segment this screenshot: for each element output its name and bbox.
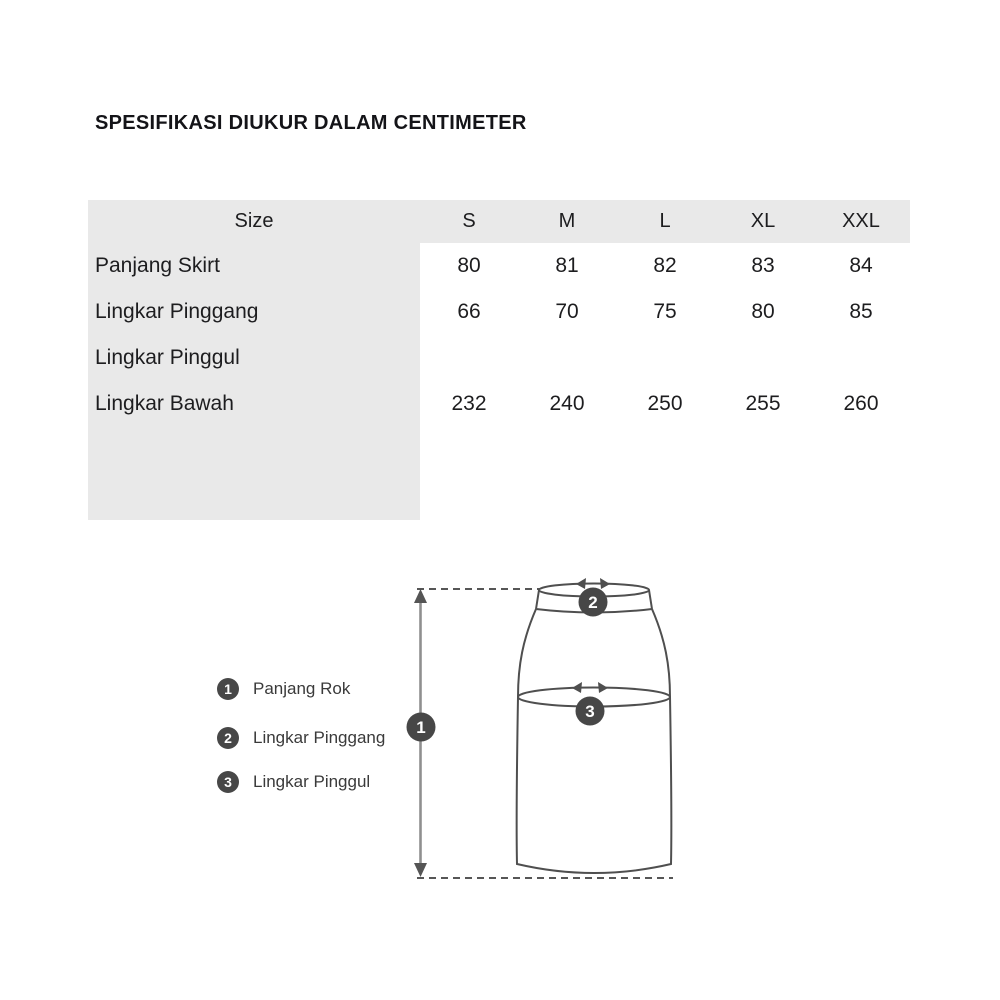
cell-value: 232 xyxy=(420,381,518,427)
page-title: SPESIFIKASI DIUKUR DALAM CENTIMETER xyxy=(95,112,527,134)
waist-badge-number: 2 xyxy=(588,593,598,612)
cell-value xyxy=(616,335,714,381)
cell-value: 260 xyxy=(812,381,910,427)
size-table-header-row xyxy=(88,200,910,243)
skirt-body-outline xyxy=(517,609,672,873)
arrow-down-icon xyxy=(414,863,427,877)
cell-value: 70 xyxy=(518,289,616,335)
cell-value xyxy=(812,335,910,381)
size-header-label: Size xyxy=(234,210,274,232)
size-table xyxy=(88,200,910,520)
legend-label: Lingkar Pinggul xyxy=(253,772,371,791)
legend-badge-3: 3 xyxy=(217,771,239,793)
length-badge-number: 1 xyxy=(416,718,426,737)
legend-item-lingkar-pinggul xyxy=(217,771,370,793)
table-row-lingkar-pinggang xyxy=(88,289,910,335)
cell-value: 81 xyxy=(518,243,616,289)
cell-value: 83 xyxy=(714,243,812,289)
size-column-xxl: XXL xyxy=(842,210,880,232)
cell-value xyxy=(714,335,812,381)
table-row-lingkar-pinggul xyxy=(88,335,910,381)
skirt-measurement-diagram xyxy=(390,572,710,907)
legend-badge-1: 1 xyxy=(217,678,239,700)
cell-value: 240 xyxy=(518,381,616,427)
row-label: Lingkar Pinggang xyxy=(88,289,420,335)
row-label: Lingkar Bawah xyxy=(88,381,420,427)
cell-value: 250 xyxy=(616,381,714,427)
cell-value: 75 xyxy=(616,289,714,335)
row-label: Panjang Skirt xyxy=(88,243,420,289)
hip-tick-right-icon xyxy=(598,682,608,693)
waist-tick-right-icon xyxy=(600,578,610,589)
legend-item-lingkar-pinggang xyxy=(217,727,385,749)
cell-value: 85 xyxy=(812,289,910,335)
legend-label: Panjang Rok xyxy=(253,679,351,698)
size-column-l: L xyxy=(659,210,671,232)
hip-tick-left-icon xyxy=(572,682,582,693)
cell-value: 80 xyxy=(714,289,812,335)
cell-value: 80 xyxy=(420,243,518,289)
size-column-m: M xyxy=(558,210,576,232)
size-column-xl: XL xyxy=(750,210,776,232)
cell-value xyxy=(420,335,518,381)
row-label: Lingkar Pinggul xyxy=(88,335,420,381)
size-column-s: S xyxy=(462,210,476,232)
table-row-lingkar-bawah xyxy=(88,381,910,427)
table-filler-gray-cell xyxy=(88,427,420,520)
legend-badge-2: 2 xyxy=(217,727,239,749)
hip-badge-number: 3 xyxy=(585,702,595,721)
arrow-up-icon xyxy=(414,589,427,603)
cell-value: 82 xyxy=(616,243,714,289)
waist-tick-left-icon xyxy=(576,578,586,589)
legend-label: Lingkar Pinggang xyxy=(253,728,386,747)
cell-value: 84 xyxy=(812,243,910,289)
table-row-panjang-skirt xyxy=(88,243,910,289)
legend-item-panjang-rok xyxy=(217,678,350,700)
cell-value xyxy=(518,335,616,381)
cell-value: 66 xyxy=(420,289,518,335)
table-filler-row xyxy=(88,427,910,520)
cell-value: 255 xyxy=(714,381,812,427)
